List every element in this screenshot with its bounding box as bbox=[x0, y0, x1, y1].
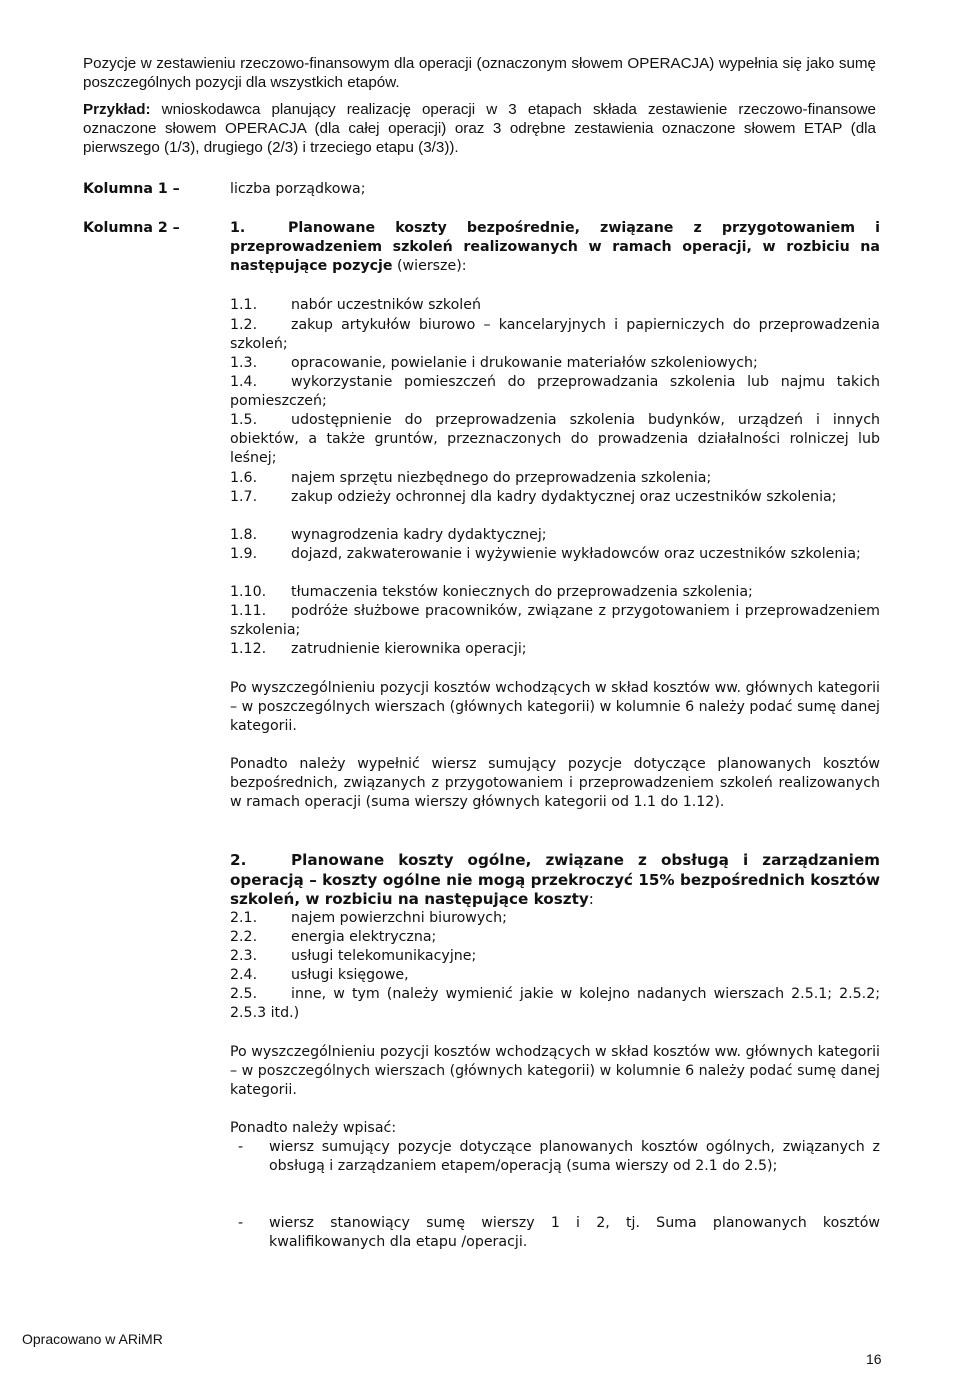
list-item: 2.5. inne, w tym (należy wymienić jakie w kolejno nadanych wierszach 2.5.1; 2.5.2; 2.5.3 itd.) bbox=[230, 986, 880, 1021]
column2-label: Kolumna 2 – bbox=[83, 220, 180, 236]
column1-label: Kolumna 1 – bbox=[83, 181, 180, 197]
footer-source: Opracowano w ARiMR bbox=[22, 1331, 163, 1347]
list-item: 2.4. usługi księgowe, bbox=[230, 967, 409, 983]
list-item: 2.3. usługi telekomunikacyjne; bbox=[230, 948, 477, 964]
list-item: 2.1. najem powierzchni biurowych; bbox=[230, 910, 507, 926]
intro-paragraph: Pozycje w zestawieniu rzeczowo-finansowym dla operacji (oznaczonym słowem OPERACJA) wypełnia się jako sumę poszczególnych pozycji dla wszystkich etapów. bbox=[83, 55, 876, 91]
list-item: 1.5. udostępnienie do przeprowadzenia szkolenia budynków, urządzeń i innych obiektów, a także gruntów, przeznaczonych do prowadzenia działalności rolniczej lub leśnej; bbox=[230, 412, 880, 466]
list-item: 1.8. wynagrodzenia kadry dydaktycznej; bbox=[230, 527, 547, 543]
summary-paragraph-1: Po wyszczególnieniu pozycji kosztów wchodzących w skład kosztów ww. głównych kategorii – w poszczególnych wierszach (głównych kategorii) w kolumnie 6 należy podać sumę danej kategorii. bbox=[230, 680, 880, 734]
example-paragraph bbox=[83, 100, 876, 157]
list-item: 1.1. nabór uczestników szkoleń bbox=[230, 297, 481, 313]
list-item: 1.6. najem sprzętu niezbędnego do przeprowadzenia szkolenia; bbox=[230, 470, 712, 486]
example-text: wnioskodawca planujący realizację operacji w 3 etapach składa zestawienie rzeczowo-finansowe oznaczone słowem OPERACJA (dla całej operacji) oraz 3 odrębne zestawienia oznaczone słowem ETAP (dla pierwszego (1/3), drugiego (2/3) i trzeciego etapu (3/3)). bbox=[83, 101, 876, 156]
section1-heading: 1. Planowane koszty bezpośrednie, związane z przygotowaniem i przeprowadzeniem szkoleń realizowanych w ramach operacji, w rozbiciu na następujące pozycje (wiersze): bbox=[230, 220, 880, 274]
also-enter-paragraph: Ponadto należy wpisać: bbox=[230, 1120, 397, 1136]
page-number: 16 bbox=[866, 1351, 882, 1367]
summary-paragraph-2: Po wyszczególnieniu pozycji kosztów wchodzących w skład kosztów ww. głównych kategorii – w poszczególnych wierszach (głównych kategorii) w kolumnie 6 należy podać sumę danej kategorii. bbox=[230, 1044, 880, 1098]
list-item: 1.9. dojazd, zakwaterowanie i wyżywienie wykładowców oraz uczestników szkolenia; bbox=[230, 546, 861, 562]
list-item: 1.10. tłumaczenia tekstów koniecznych do przeprowadzenia szkolenia; bbox=[230, 584, 753, 600]
bullet-dash: - bbox=[238, 1139, 244, 1155]
list-item: 2.2. energia elektryczna; bbox=[230, 929, 437, 945]
sum-row-paragraph-1: Ponadto należy wypełnić wiersz sumujący pozycje dotyczące planowanych kosztów bezpośrednich, związanych z przygotowaniem i przeprowadzeniem szkoleń realizowanych w ramach operacji (suma wierszy głównych kategorii od 1.1 do 1.12). bbox=[230, 756, 880, 810]
list-item: 1.4. wykorzystanie pomieszczeń do przeprowadzania szkolenia lub najmu takich pomieszczeń; bbox=[230, 374, 880, 409]
list-item: 1.3. opracowanie, powielanie i drukowanie materiałów szkoleniowych; bbox=[230, 355, 758, 371]
column1-text: liczba porządkowa; bbox=[230, 181, 366, 197]
section2-heading: 2. Planowane koszty ogólne, związane z obsługą i zarządzaniem operacją – koszty ogólne nie mogą przekroczyć 15% bezpośrednich kosztów szkoleń, w rozbiciu na następujące koszty: bbox=[230, 851, 880, 908]
example-label: Przykład: bbox=[83, 101, 151, 118]
bullet-item: wiersz sumujący pozycje dotyczące planowanych kosztów ogólnych, związanych z obsługą i zarządzaniem etapem/operacją (suma wierszy od 2.1 do 2.5); bbox=[269, 1139, 880, 1174]
list-item: 1.12. zatrudnienie kierownika operacji; bbox=[230, 641, 527, 657]
list-item: 1.11. podróże służbowe pracowników, związane z przygotowaniem i przeprowadzeniem szkolenia; bbox=[230, 603, 880, 638]
bullet-item: wiersz stanowiący sumę wierszy 1 i 2, tj. Suma planowanych kosztów kwalifikowanych dla etapu /operacji. bbox=[269, 1215, 880, 1250]
list-item: 1.2. zakup artykułów biurowo – kancelaryjnych i papierniczych do przeprowadzenia szkoleń; bbox=[230, 317, 880, 352]
bullet-dash: - bbox=[238, 1215, 244, 1231]
list-item: 1.7. zakup odzieży ochronnej dla kadry dydaktycznej oraz uczestników szkolenia; bbox=[230, 489, 837, 505]
